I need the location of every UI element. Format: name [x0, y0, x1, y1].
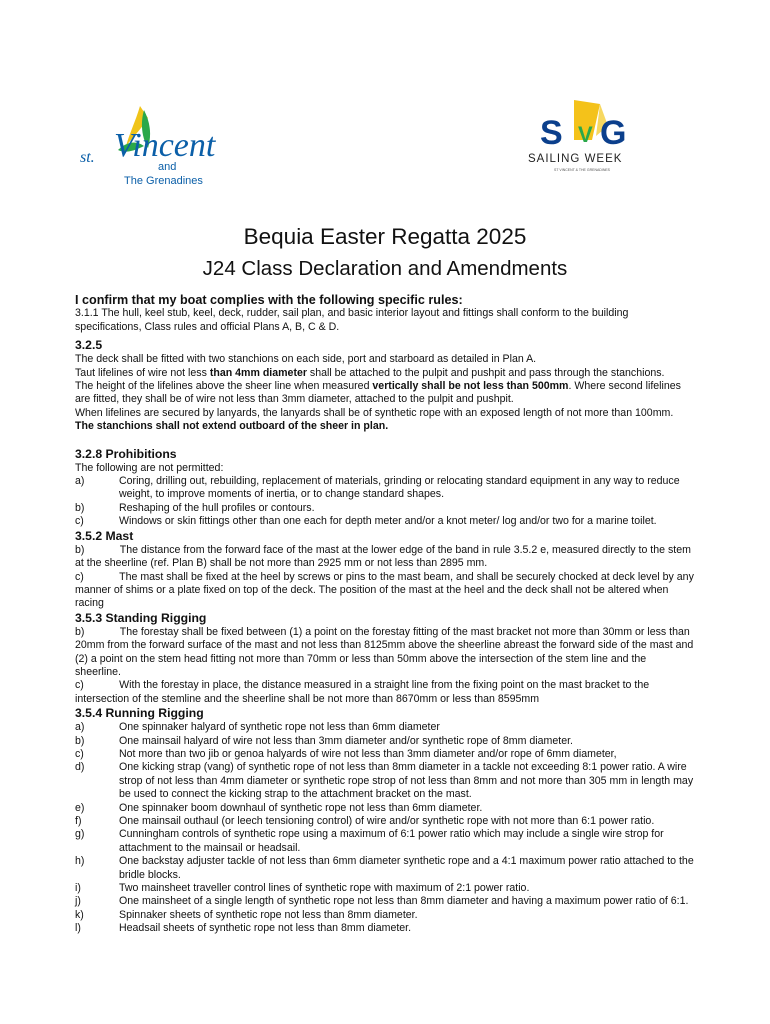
- list-item-marker: c): [75, 747, 84, 760]
- list-item-text: One spinnaker halyard of synthetic rope not less than 6mm diameter: [119, 721, 440, 734]
- logo-and-text: and: [158, 161, 177, 173]
- logo-s-letter: S: [540, 114, 563, 152]
- list-item-text: Windows or skin fittings other than one each for depth meter and/or a knot meter/ log and/or two for a marine toilet.: [119, 515, 657, 528]
- list-item: [75, 922, 695, 935]
- list-item: [75, 735, 695, 748]
- list-item-text: Coring, drilling out, rebuilding, replacement of materials, grinding or relocating standard equipment in any way to reduce weight, to improve moments of inertia, or to change standard shapes.: [119, 475, 680, 501]
- logo-sailing-week-text: SAILING WEEK: [528, 153, 623, 165]
- list-item: [75, 475, 695, 502]
- list-item-text: Not more than two jib or genoa halyards of wire not less than 3mm diameter and/or rope of 6mm diameter,: [119, 747, 617, 760]
- list-item-text: One backstay adjuster tackle of not less than 6mm diameter synthetic rope and a 4:1 maximum power ratio attached to the bridle blocks.: [119, 855, 694, 881]
- list-item: [75, 855, 695, 882]
- rule-3-5-3-b: b) The forestay shall be fixed between (1) a point on the forestay fitting of the mast bracket not more than 30mm or less than 20mm from the forward surface of the mast and not less than 8125mm above the sheerline abreast the forward side of the mast and (2) a point on the stem head fitting not more than 70mm or less than 50mm above the intersection of the stem line and the sheerline.: [75, 625, 694, 678]
- list-item: [75, 761, 695, 801]
- list-item-text: Two mainsheet traveller control lines of synthetic rope with maximum of 2:1 power ratio.: [119, 882, 530, 895]
- section-3-5-4-heading: 3.5.4 Running Rigging: [75, 706, 204, 721]
- list-item-text: One mainsail halyard of wire not less than 3mm diameter and/or synthetic rope of 8mm diameter.: [119, 734, 573, 747]
- section-3-5-3-heading: 3.5.3 Standing Rigging: [75, 610, 207, 625]
- list-item-marker: l): [75, 922, 81, 935]
- rule-3-2-5-p2: Taut lifelines of wire not less than 4mm diameter shall be attached to the pulpit and pushpit and pass through the stanchions.: [75, 366, 665, 379]
- list-item: [75, 721, 695, 734]
- list-item-text: Cunningham controls of synthetic rope using a maximum of 6:1 power ratio which may include a single wire strop for attachment to the mainsail or headsail.: [119, 828, 664, 854]
- section-3-2-5-heading: 3.2.5: [75, 338, 103, 353]
- rule-3-5-2-b: b) The distance from the forward face of the mast at the lower edge of the band in rule 3.5.2 e, measured directly to the stem at the sheerline (ref. Plan B) shall be not more than 2925 mm or not less than 2895 mm.: [75, 543, 691, 570]
- rule-3-2-5-p1: The deck shall be fitted with two stanchions on each side, port and starboard as detailed in Plan A.: [75, 353, 537, 366]
- lead-statement: I confirm that my boat complies with the following specific rules:: [75, 293, 463, 307]
- list-item-text: One mainsheet of a single length of synthetic rope not less than 8mm diameter and having a maximum power ratio of 6:1.: [119, 895, 689, 908]
- logo-st-text: st.: [80, 149, 95, 166]
- logo-g-letter: G: [600, 114, 627, 152]
- rule-3-2-5-p5: The stanchions shall not extend outboard of the sheer in plan.: [75, 420, 389, 433]
- prohibitions-list: [75, 475, 695, 529]
- list-item-marker: i): [75, 882, 81, 895]
- list-item-text: Spinnaker sheets of synthetic rope not less than 8mm diameter.: [119, 908, 418, 921]
- rule-3-2-5-p4: When lifelines are secured by lanyards, the lanyards shall be of synthetic rope with an exposed length of not more than 100mm.: [75, 406, 674, 419]
- rule-3-2-5-p3: The height of the lifelines above the sheer line when measured vertically shall be not less than 500mm. Where second lifelines are fitted, they shall be of wire not less than 3mm diameter, attached to the pulpit and pushpit.: [75, 380, 681, 406]
- list-item: [75, 802, 695, 815]
- document-title: Bequia Easter Regatta 2025: [243, 224, 527, 249]
- list-item-marker: d): [75, 761, 85, 774]
- list-item: [75, 909, 695, 922]
- list-item-text: Headsail sheets of synthetic rope not less than 8mm diameter.: [119, 922, 412, 935]
- list-item-text: One spinnaker boom downhaul of synthetic rope not less than 6mm diameter.: [119, 801, 483, 814]
- list-item-marker: a): [75, 721, 85, 734]
- logo-v-letter: V: [578, 122, 593, 147]
- list-item-marker: a): [75, 475, 85, 488]
- list-item: [75, 882, 695, 895]
- rule-3-2-8-intro: The following are not permitted:: [75, 461, 224, 474]
- list-item-marker: h): [75, 855, 85, 868]
- st-vincent-logo: [78, 100, 228, 190]
- list-item-marker: e): [75, 801, 85, 814]
- list-item: [75, 828, 695, 855]
- list-item-marker: f): [75, 815, 82, 827]
- rule-3-5-2-c: c) The mast shall be fixed at the heel by screws or pins to the mast beam, and shall be securely chocked at deck level by any manner of shims or a plate fixed on top of the deck. The position of the mast at the heel and the deck shall not be altered when racing: [75, 570, 694, 610]
- rule-3-1-1: 3.1.1 The hull, keel stub, keel, deck, rudder, sail plan, and basic interior layout and fittings shall conform to the building specifications, Class rules and official Plans A, B, C & D.: [75, 307, 629, 333]
- list-item-marker: b): [75, 501, 85, 514]
- list-item-marker: b): [75, 734, 85, 747]
- list-item: [75, 895, 695, 908]
- list-item-text: One kicking strap (vang) of synthetic rope of not less than 8mm diameter in a tackle not exceeding 8:1 power ratio. A wire strop of not less than 4mm diameter or synthetic rope strop of not less than 8mm and not more than 305 mm in length may be used to connect the kicking strap to the attachment bracket on the mast.: [119, 761, 694, 801]
- logo-grenadines-text: The Grenadines: [124, 175, 203, 187]
- list-item-marker: k): [75, 908, 84, 921]
- section-3-5-2-heading: 3.5.2 Mast: [75, 528, 134, 543]
- logo-tagline-text: ST VINCENT & THE GRENADINES: [554, 168, 611, 172]
- document-subtitle: J24 Class Declaration and Amendments: [202, 257, 568, 280]
- list-item-text: One mainsail outhaul (or leech tensioning control) of wire and/or synthetic rope with not more than 6:1 power ratio.: [119, 815, 655, 827]
- list-item-marker: g): [75, 828, 85, 841]
- sailing-week-logo: [516, 96, 646, 176]
- list-item: [75, 748, 695, 761]
- document-body: [75, 294, 695, 936]
- running-rigging-list: [75, 721, 695, 936]
- logo-vincent-text: Vincent: [114, 127, 216, 164]
- list-item: [75, 515, 695, 528]
- section-3-2-8-heading: 3.2.8 Prohibitions: [75, 446, 177, 461]
- rule-3-5-3-c: c) With the forestay in place, the distance measured in a straight line from the fixing point on the mast bracket to the intersection of the stemline and the sheerline shall be not more than 8670mm or less than 8595mm: [75, 679, 650, 705]
- list-item-text: Reshaping of the hull profiles or contours.: [119, 501, 315, 514]
- list-item-marker: j): [75, 895, 81, 908]
- list-item-marker: c): [75, 515, 84, 528]
- list-item: [75, 502, 695, 515]
- list-item: [75, 815, 695, 828]
